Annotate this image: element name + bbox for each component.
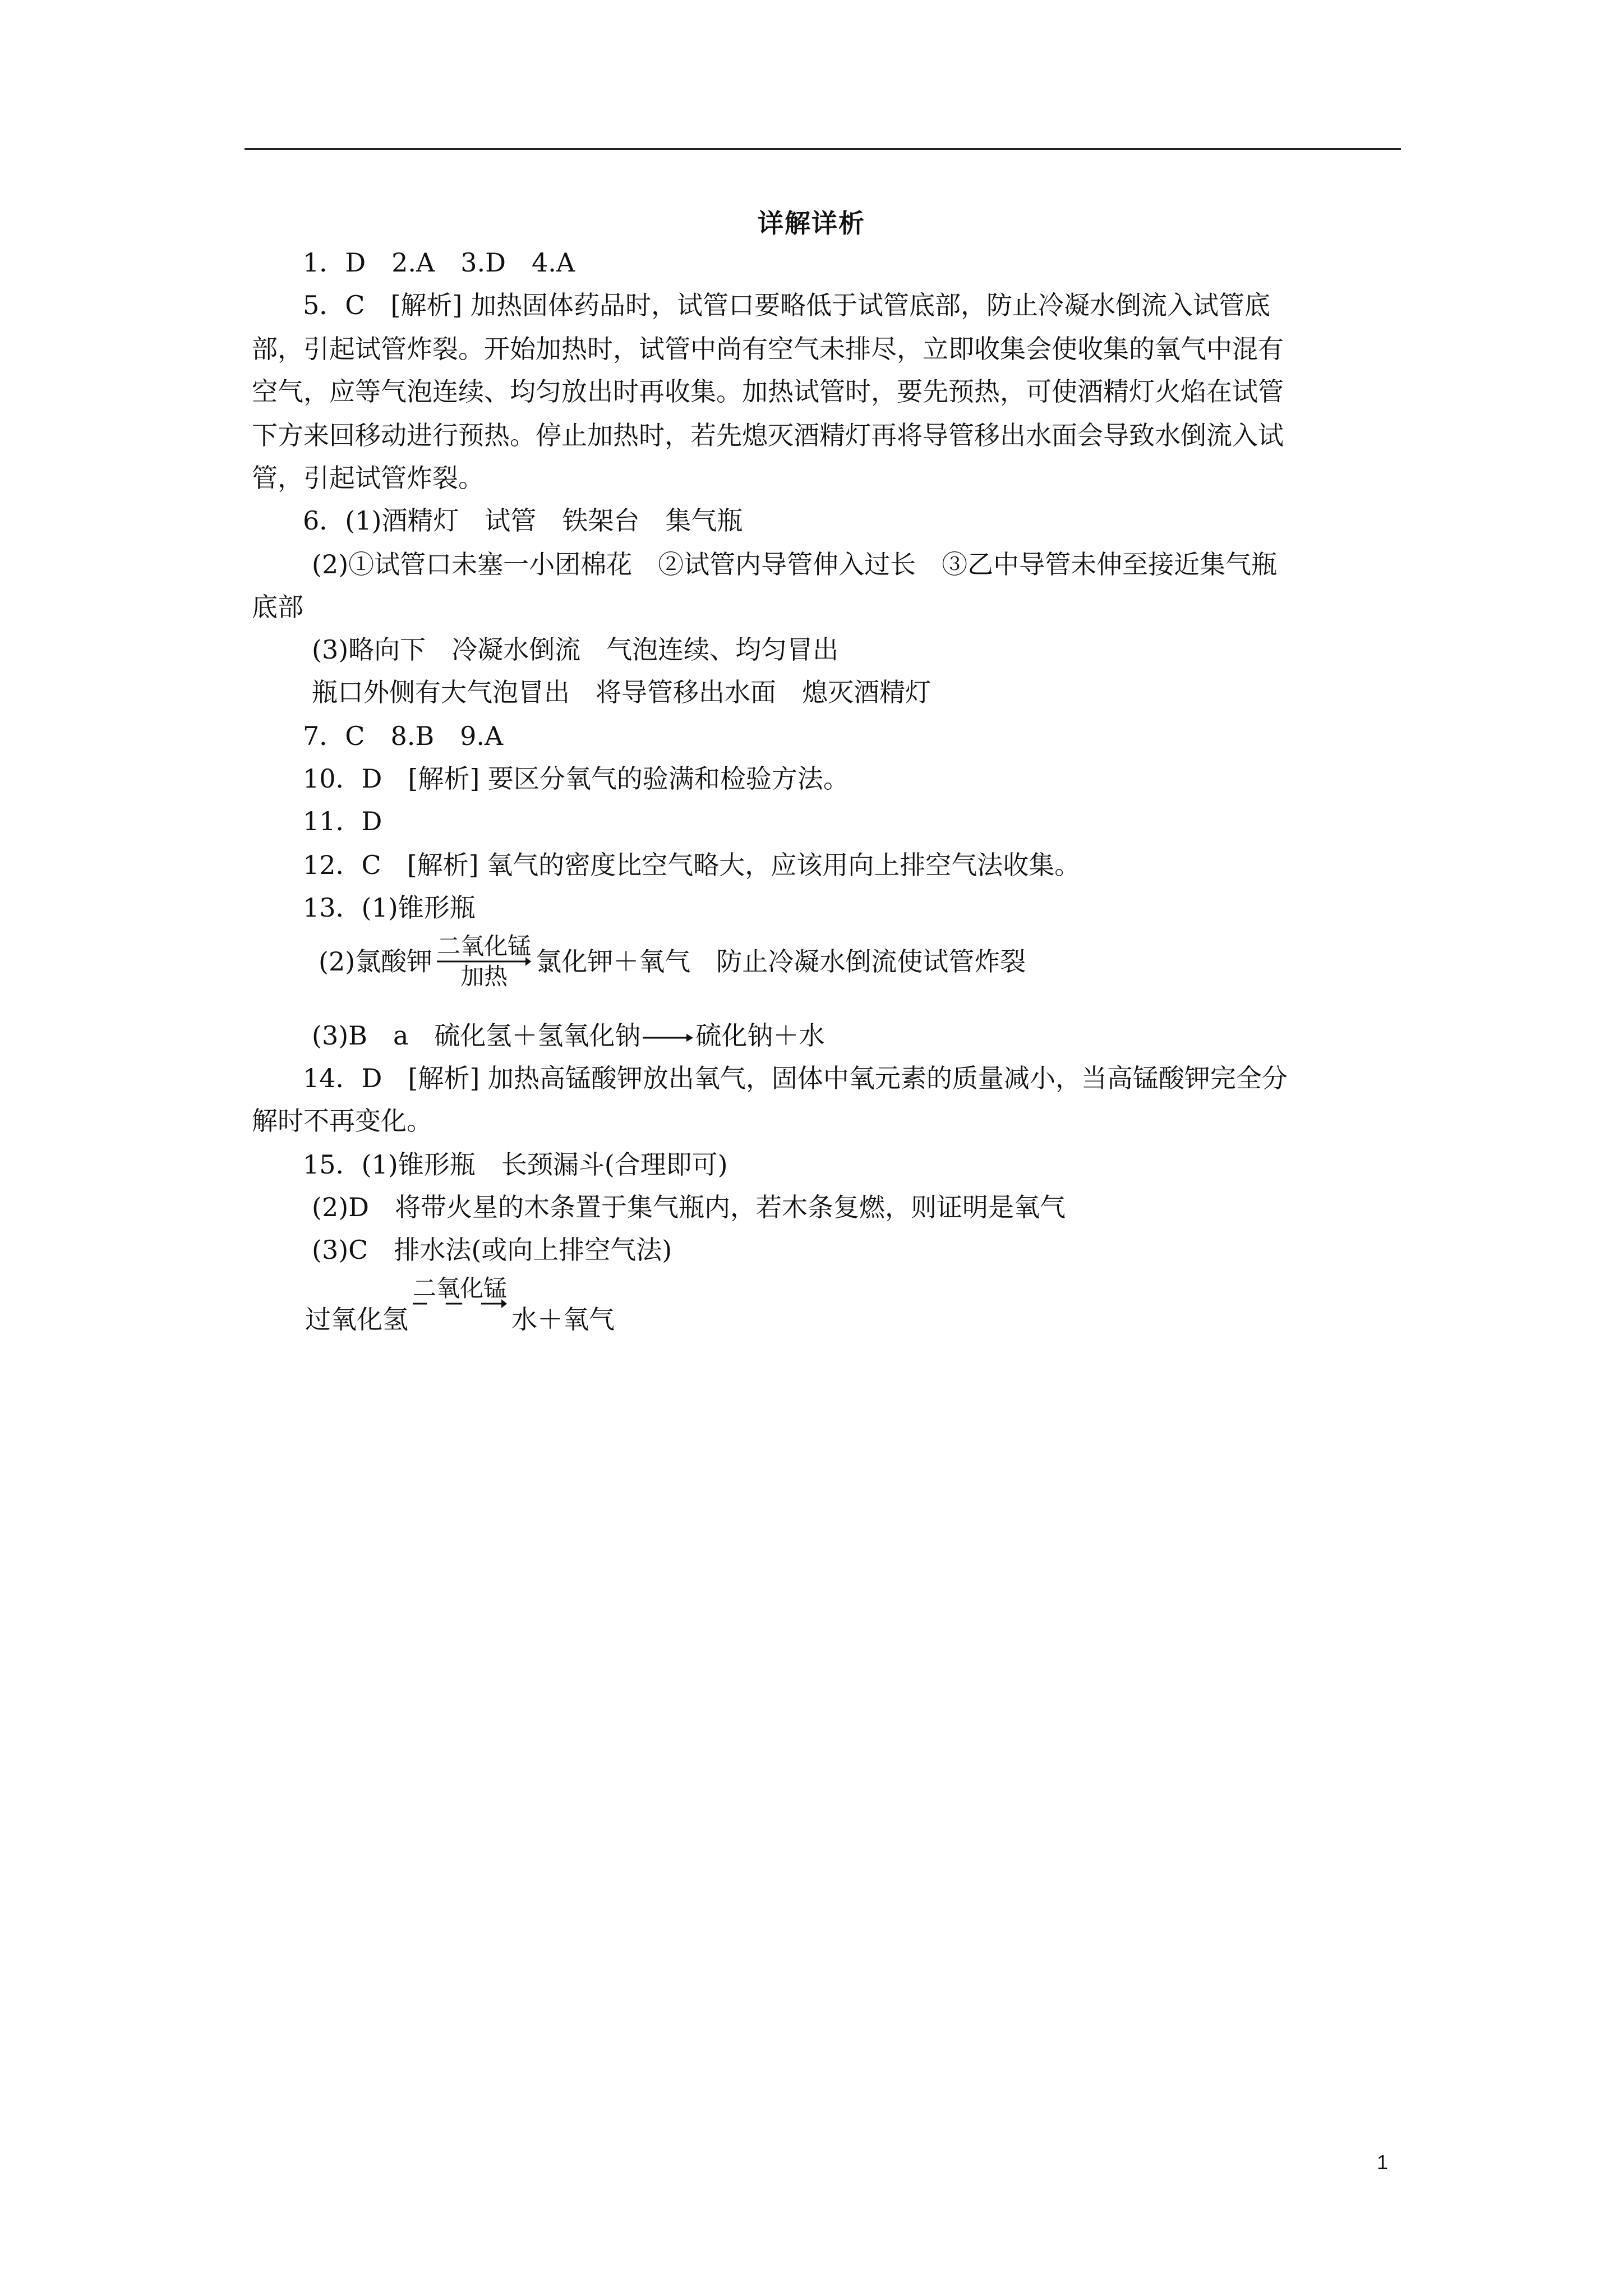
- arrow-icon: [437, 960, 531, 963]
- answer-5-line-5: 管，引起试管炸裂。: [252, 463, 484, 493]
- answer-5-line-3: 空气，应等气泡连续、均匀放出时再收集。加热试管时，要先预热，可使酒精灯火焰在试管: [252, 376, 1284, 407]
- answer-12: 12．C [解析] 氧气的密度比空气略大，应该用向上排空气法收集。: [303, 850, 1081, 880]
- eq1-condition-bottom: 加热: [460, 963, 508, 990]
- answer-13-part-3: [312, 1019, 824, 1052]
- arrow-icon: [643, 1032, 693, 1044]
- arrow-icon: [413, 1303, 507, 1305]
- answer-6-part-3-cont: 瓶口外侧有大气泡冒出 将导管移出水面 熄灭酒精灯: [312, 677, 931, 707]
- equation-potassium-chlorate: [319, 932, 1026, 991]
- page-number: 1: [1377, 2151, 1389, 2174]
- answer-14-line-1: 14．D [解析] 加热高锰酸钾放出氧气，固体中氧元素的质量减小，当高锰酸钾完全分: [303, 1063, 1288, 1093]
- eq1-product: 氯化钾＋氧气 防止冷凝水倒流使试管炸裂: [536, 946, 1026, 977]
- eq1-condition-top: 二氧化锰: [437, 932, 532, 960]
- eq3-products: 硫化钠＋水: [695, 1020, 825, 1051]
- answer-1-4: 1．D 2.A 3.D 4.A: [303, 247, 575, 278]
- answer-5-line-2: 部，引起试管炸裂。开始加热时，试管中尚有空气未排尽，立即收集会使收集的氧气中混有: [252, 334, 1284, 364]
- answer-14-line-2: 解时不再变化。: [252, 1106, 432, 1136]
- answer-5-line-1: 5．C [解析] 加热固体药品时，试管口要略低于试管底部，防止冷凝水倒流入试管底: [303, 290, 1270, 320]
- eq1-reactant: (2)氯酸钾: [319, 946, 433, 977]
- answer-6-part-1: 6．(1)酒精灯 试管 铁架台 集气瓶: [303, 505, 743, 536]
- answer-7-9: 7．C 8.B 9.A: [303, 721, 504, 751]
- eq2-product: 水＋氧气: [511, 1304, 615, 1335]
- page-title: 详解详析: [758, 208, 865, 238]
- answer-15-part-2: (2)D 将带火星的木条置于集气瓶内，若木条复燃，则证明是氧气: [312, 1192, 1066, 1222]
- answer-6-part-2-cont: 底部: [252, 592, 303, 622]
- answer-6-part-2: (2)①试管口未塞一小团棉花 ②试管内导管伸入过长 ③乙中导管未伸至接近集气瓶: [312, 549, 1278, 579]
- answer-15-part-3: (3)C 排水法(或向上排空气法): [312, 1235, 672, 1265]
- eq1-reaction-arrow: [437, 932, 531, 991]
- eq3-reactants: (3)B a 硫化氢＋氢氧化钠: [312, 1020, 641, 1051]
- eq2-reactant: 过氧化氢: [305, 1304, 408, 1335]
- answer-11: 11．D: [303, 806, 382, 836]
- answer-13-part-1: 13．(1)锥形瓶: [303, 892, 476, 923]
- eq2-reaction-arrow: [413, 1274, 507, 1333]
- answer-15-part-1: 15．(1)锥形瓶 长颈漏斗(合理即可): [303, 1149, 728, 1180]
- header-rule: [245, 148, 1401, 150]
- eq2-condition-top: 二氧化锰: [413, 1274, 508, 1302]
- equation-hydrogen-peroxide: [305, 1271, 615, 1336]
- answer-5-line-4: 下方来回移动进行预热。停止加热时，若先熄灭酒精灯再将导管移出水面会导致水倒流入试: [252, 420, 1284, 450]
- answer-10: 10．D [解析] 要区分氧气的验满和检验方法。: [303, 763, 849, 794]
- answer-6-part-3: (3)略向下 冷凝水倒流 气泡连续、均匀冒出: [312, 634, 839, 665]
